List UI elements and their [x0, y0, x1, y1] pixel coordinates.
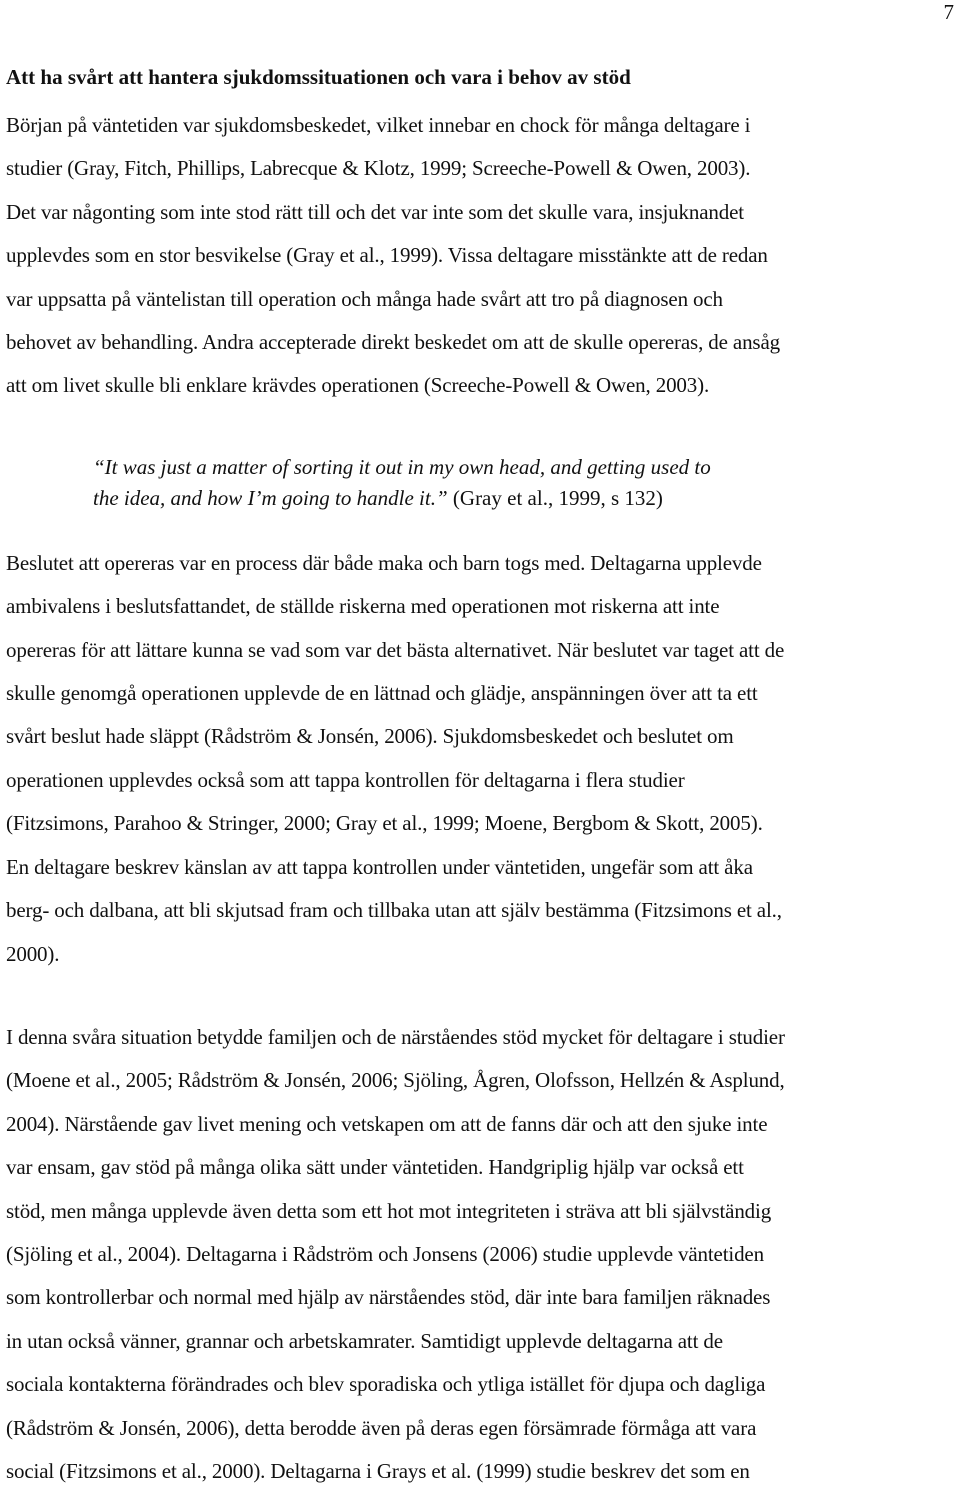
paragraph-line: Det var någonting som inte stod rätt till och det var inte som det skulle vara, insjuknandet	[6, 199, 744, 224]
paragraph-line: som kontrollerbar och normal med hjälp av närståendes stöd, där inte bara familjen räknades	[6, 1285, 771, 1310]
paragraph-line: studier (Gray, Fitch, Phillips, Labrecque & Klotz, 1999; Screeche-Powell & Owen, 2003).	[6, 156, 751, 181]
block-quote	[93, 452, 954, 514]
document-page	[6, 64, 954, 1493]
paragraph-line: Beslutet att opereras var en process där både maka och barn togs med. Deltagarna upplevde	[6, 550, 762, 575]
paragraph-line: I denna svåra situation betydde familjen och de närståendes stöd mycket för deltagare i studier	[6, 1024, 785, 1049]
paragraph-line: berg- och dalbana, att bli skjutsad fram och tillbaka utan att själv bestämma (Fitzsimons et al.,	[6, 898, 782, 923]
quote-citation: (Gray et al., 1999, s 132)	[447, 485, 663, 510]
paragraph-line: (Rådström & Jonsén, 2006), detta berodde även på deras egen försämrade förmåga att vara	[6, 1415, 757, 1440]
quote-line	[93, 452, 954, 483]
paragraph-line: skulle genomgå operationen upplevde de en lättnad och glädje, anspänningen över att ta ett	[6, 681, 758, 706]
paragraph-line: sociala kontakterna förändrades och blev sporadiska och ytliga istället för djupa och dagliga	[6, 1372, 766, 1397]
section-heading: Att ha svårt att hantera sjukdomssituationen och vara i behov av stöd	[6, 65, 631, 89]
quote-text: “It was just a matter of sorting it out in my own head, and getting used to	[93, 454, 711, 479]
paragraph-1	[6, 104, 954, 408]
paragraph-line: ambivalens i beslutsfattandet, de ställde riskerna med operationen mot riskerna att inte	[6, 594, 720, 619]
quote-text: the idea, and how I’m going to handle it.”	[93, 485, 448, 510]
paragraph-line: operationen upplevdes också som att tappa kontrollen för deltagarna i flera studier	[6, 767, 685, 792]
paragraph-line: var uppsatta på väntelistan till operation och många hade svårt att tro på diagnosen och	[6, 286, 723, 311]
paragraph-line: upplevdes som en stor besvikelse (Gray et al., 1999). Vissa deltagare misstänkte att de redan	[6, 243, 768, 268]
paragraph-line: stöd, men många upplevde även detta som ett hot mot integriteten i sträva att bli självständig	[6, 1198, 772, 1223]
paragraph-line: En deltagare beskrev känslan av att tappa kontrollen under väntetiden, ungefär som att åka	[6, 854, 753, 879]
paragraph-3	[6, 1016, 954, 1493]
paragraph-line: behovet av behandling. Andra accepterade direkt beskedet om att de skulle opereras, de ansåg	[6, 330, 780, 355]
paragraph-line: (Fitzsimons, Parahoo & Stringer, 2000; Gray et al., 1999; Moene, Bergbom & Skott, 2005).	[6, 811, 763, 836]
paragraph-line: opereras för att lättare kunna se vad som var det bästa alternativet. När beslutet var taget att de	[6, 637, 785, 662]
paragraph-2	[6, 542, 954, 976]
paragraph-line: att om livet skulle bli enklare krävdes operationen (Screeche-Powell & Owen, 2003).	[6, 373, 710, 398]
paragraph-line: 2000).	[6, 941, 60, 966]
page-number: 7	[943, 0, 954, 24]
paragraph-line: social (Fitzsimons et al., 2000). Deltagarna i Grays et al. (1999) studie beskrev det som en	[6, 1458, 750, 1483]
paragraph-gap	[6, 976, 954, 1016]
paragraph-line: 2004). Närstående gav livet mening och vetskapen om att de fanns där och att den sjuke inte	[6, 1111, 768, 1136]
paragraph-line: var ensam, gav stöd på många olika sätt under väntetiden. Handgriplig hjälp var också ett	[6, 1155, 744, 1180]
paragraph-line: Början på väntetiden var sjukdomsbeskedet, vilket innebar en chock för många deltagare i	[6, 113, 751, 137]
paragraph-line: svårt beslut hade släppt (Rådström & Jonsén, 2006). Sjukdomsbeskedet och beslutet om	[6, 724, 734, 749]
paragraph-line: (Sjöling et al., 2004). Deltagarna i Rådström och Jonsens (2006) studie upplevde väntetiden	[6, 1241, 764, 1266]
paragraph-line: (Moene et al., 2005; Rådström & Jonsén, 2006; Sjöling, Ågren, Olofsson, Hellzén & Asplund,	[6, 1068, 785, 1093]
quote-line	[93, 483, 954, 514]
paragraph-line: in utan också vänner, grannar och arbetskamrater. Samtidigt upplevde deltagarna att de	[6, 1328, 723, 1353]
